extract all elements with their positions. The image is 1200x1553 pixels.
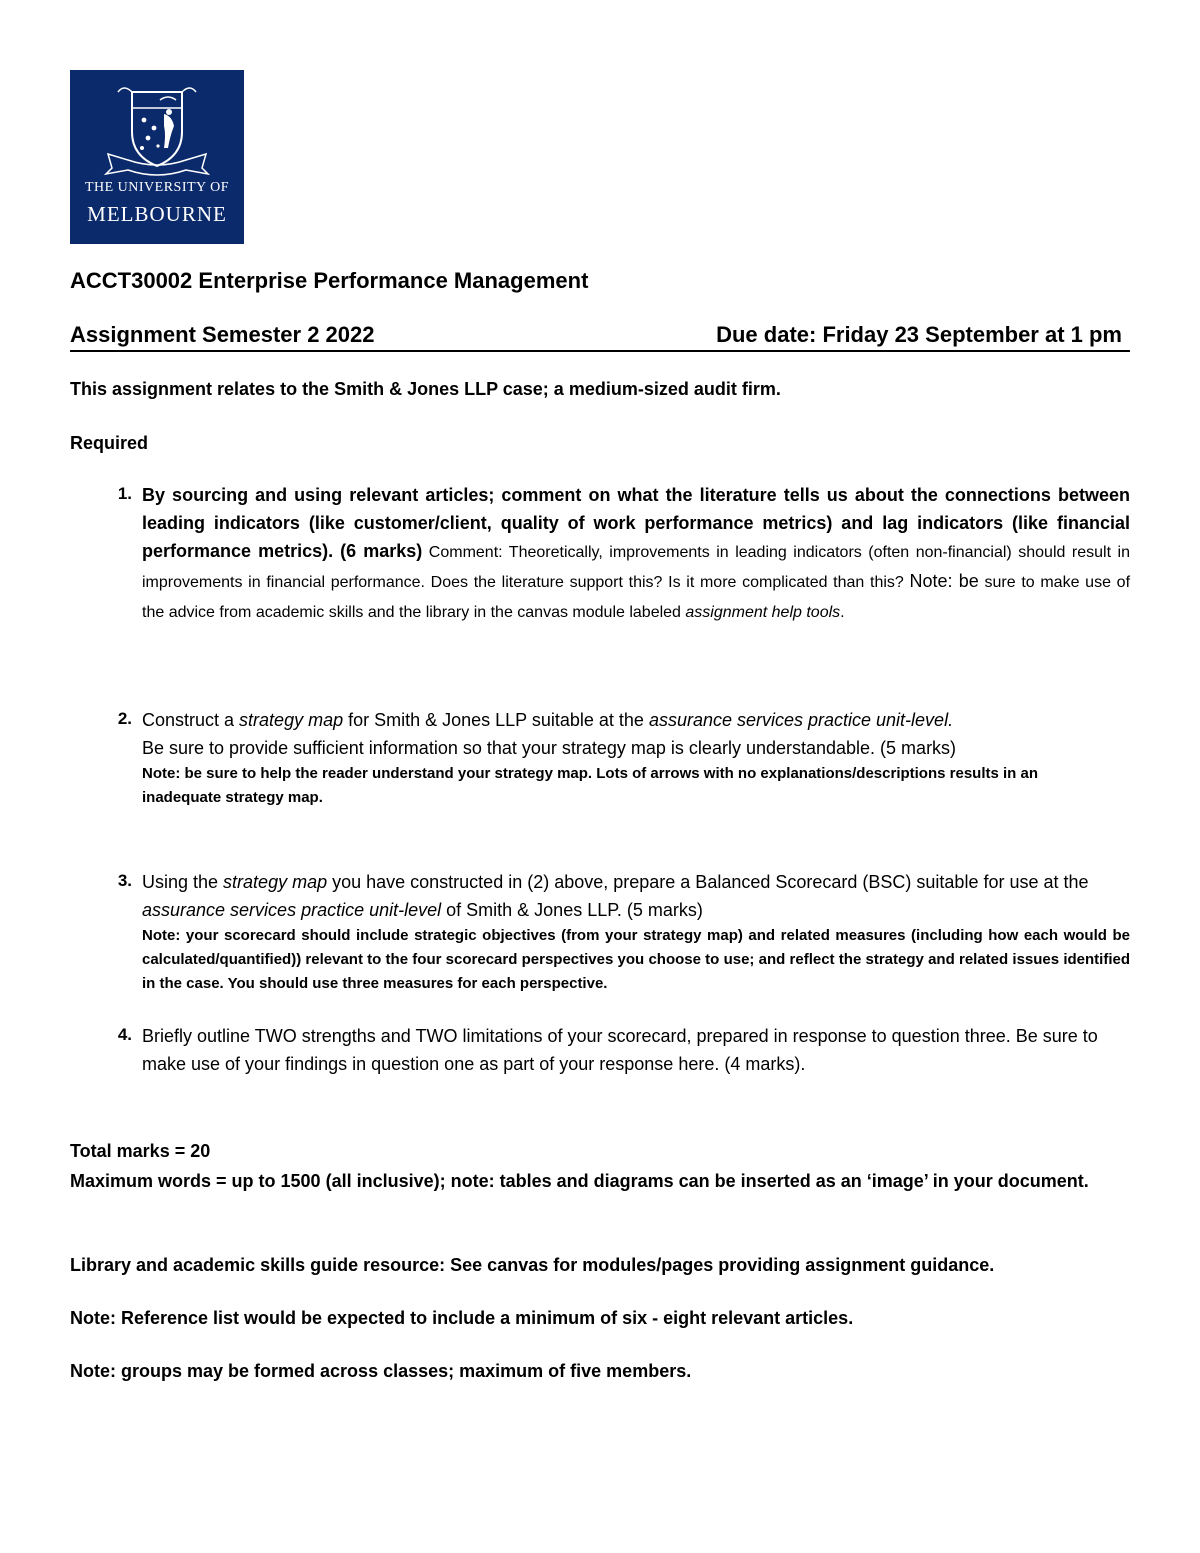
semester-label: Assignment Semester 2 2022 bbox=[70, 322, 375, 347]
question-3-text bbox=[142, 868, 1130, 924]
question-number: 3. bbox=[117, 871, 132, 890]
question-1-main: By sourcing and using relevant articles; comment on what the literature tells us about the connections between leading indicators (like customer/client, quality of work performance metrics) and lag indicators (like financial performance metrics). (6 marks) bbox=[142, 485, 1130, 561]
total-marks: Total marks = 20 bbox=[70, 1141, 211, 1161]
logo-text-line1: THE UNIVERSITY OF bbox=[84, 180, 230, 195]
question-1-note-end: . bbox=[840, 604, 845, 621]
question-2-line-a-it1: strategy map bbox=[239, 710, 344, 730]
question-3-part3: of Smith & Jones LLP. (5 marks) bbox=[441, 900, 703, 920]
groups-note: Note: groups may be formed across classes; maximum of five members. bbox=[70, 1361, 692, 1381]
question-3-it1: strategy map bbox=[223, 872, 328, 892]
question-1-note-italic: assignment help tools bbox=[685, 604, 841, 621]
reference-note: Note: Reference list would be expected to include a minimum of six - eight relevant articles. bbox=[70, 1308, 854, 1328]
question-number: 2. bbox=[117, 709, 132, 728]
intro-text: This assignment relates to the Smith & Jones LLP case; a medium-sized audit firm. bbox=[70, 379, 781, 399]
question-2-line-a-1: Construct a bbox=[142, 710, 240, 730]
question-3-part1: Using the bbox=[142, 872, 224, 892]
question-3-note: Note: your scorecard should include strategic objectives (from your strategy map) and related measures (including how each would be calculated/quantified)) relevant to the four scorecard perspectives you choose to use; and reflect the strategy and related issues identified in the case. You should use three measures for each perspective. bbox=[142, 927, 1130, 992]
required-heading: Required bbox=[70, 433, 149, 453]
course-title: ACCT30002 Enterprise Performance Management bbox=[70, 268, 589, 293]
question-2-line-a-it2: assurance services practice unit-level. bbox=[648, 710, 954, 730]
question-4-text: Briefly outline TWO strengths and TWO limitations of your scorecard, prepared in response to question three. Be sure to make use of your findings in question one as part of your response here. (4 marks). bbox=[142, 1026, 1098, 1074]
question-1-comment: Comment: Theoretically, improvements in leading indicators (often non-financial) should result in improvements in financial performance. Does the literature support this? Is it more complicated than this? bbox=[142, 544, 1130, 591]
question-2-line-a-2: for Smith & Jones LLP suitable at the bbox=[343, 710, 649, 730]
question-number: 1. bbox=[117, 484, 132, 503]
question-1-text bbox=[142, 481, 1130, 627]
assignment-header-row bbox=[70, 322, 1130, 352]
max-words: Maximum words = up to 1500 (all inclusive); note: tables and diagrams can be inserted as an ‘image’ in your document. bbox=[70, 1171, 1089, 1191]
question-3-it2: assurance services practice unit-level bbox=[142, 900, 442, 920]
question-3-part2: you have constructed in (2) above, prepare a Balanced Scorecard (BSC) suitable for use at the bbox=[327, 872, 1089, 892]
question-number: 4. bbox=[117, 1025, 132, 1044]
question-1-note: sure to make use of the advice from academic skills and the library in the canvas module labeled bbox=[142, 574, 1131, 621]
question-2-line-a bbox=[142, 706, 1130, 734]
question-1-note-label: Note: be bbox=[909, 571, 979, 591]
question-2-line-b: Be sure to provide sufficient information so that your strategy map is clearly understandable. (5 marks) bbox=[142, 738, 957, 758]
due-date: Due date: Friday 23 September at 1 pm bbox=[716, 322, 1122, 347]
library-resource: Library and academic skills guide resource: See canvas for modules/pages providing assignment guidance. bbox=[70, 1255, 995, 1275]
logo-text-line2: MELBOURNE bbox=[87, 202, 227, 226]
university-logo bbox=[70, 70, 244, 244]
question-2-note: Note: be sure to help the reader understand your strategy map. Lots of arrows with no explanations/descriptions results in an inadequate strategy map. bbox=[142, 765, 1039, 806]
